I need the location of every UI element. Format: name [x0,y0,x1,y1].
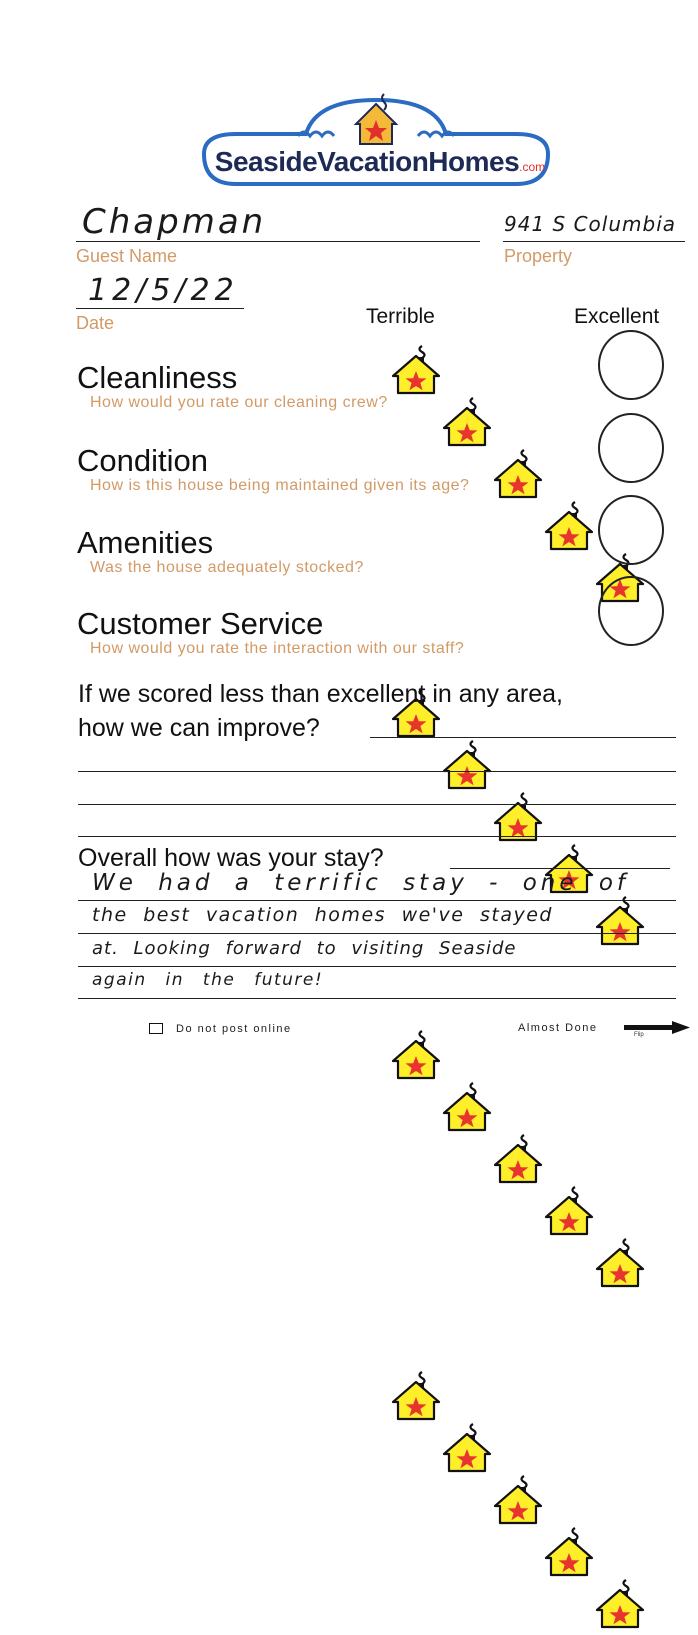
house-star-icon[interactable] [594,1237,646,1289]
guest-name-label: Guest Name [76,246,178,266]
house-star-icon[interactable] [492,1474,544,1526]
improve-question-line1: If we scored less than excellent in any area, [78,680,563,708]
house-star-icon[interactable] [441,1422,493,1474]
guest-name-value: Chapman [82,202,267,242]
overall-answer-line-2[interactable] [78,933,676,934]
house-star-icon[interactable] [594,895,646,947]
house-star-icon[interactable] [492,1133,544,1185]
date-line [76,308,244,309]
overall-question: Overall how was your stay? [78,844,384,872]
improve-answer-line-1[interactable] [370,737,676,738]
overall-answer-text-2: the best vacation homes we've stayed [92,904,553,926]
do-not-post-label: Do not post online [176,1023,292,1035]
house-star-icon[interactable] [492,448,544,500]
overall-answer-text-1: We had a terrific stay - one of [92,870,630,896]
overall-answer-text-4: again in the future! [92,970,324,990]
guest-name-line [76,241,480,242]
overall-answer-line-0[interactable] [450,868,670,869]
logo [196,92,556,192]
rating-subtitle-4: How would you rate the interaction with our staff? [90,640,465,657]
logo-text: SeasideVacationHomes [214,146,520,177]
house-star-icon[interactable] [390,1029,442,1081]
date-label: Date [76,313,115,333]
selected-rating-circle [598,495,664,565]
scale-low-label: Terrible [366,305,435,328]
rating-title-3: Amenities [77,525,214,560]
overall-answer-line-3[interactable] [78,966,676,967]
property-value: 941 S Columbia [504,212,677,236]
property-label: Property [504,246,573,266]
house-star-icon[interactable] [441,396,493,448]
improve-answer-line-4[interactable] [78,836,676,837]
selected-rating-circle [598,576,664,646]
flip-label: Flip [634,1032,644,1038]
selected-rating-circle [598,413,664,483]
rating-title-2: Condition [77,443,208,478]
improve-question-line2: how we can improve? [78,714,320,742]
improve-question [78,677,688,745]
house-star-icon[interactable] [543,1185,595,1237]
house-star-icon[interactable] [441,739,493,791]
house-star-icon[interactable] [441,1081,493,1133]
selected-rating-circle [598,330,664,400]
date-value: 12/5/22 [88,273,239,308]
house-star-icon[interactable] [543,500,595,552]
logo-suffix: .com [519,160,546,174]
rating-subtitle-2: How is this house being maintained given its age? [90,477,470,494]
improve-answer-line-2[interactable] [78,771,676,772]
almost-done-label: Almost Done [518,1022,598,1034]
house-star-icon[interactable] [594,1578,646,1630]
rating-subtitle-1: How would you rate our cleaning crew? [90,394,388,411]
overall-answer-text-3: at. Looking forward to visiting Seaside [92,938,517,959]
overall-answer-line-1[interactable] [78,900,676,901]
property-line [503,241,685,242]
rating-subtitle-3: Was the house adequately stocked? [90,559,364,576]
overall-answer-line-4[interactable] [78,998,676,999]
rating-title-4: Customer Service [77,606,324,641]
do-not-post-checkbox[interactable] [149,1023,163,1034]
house-star-icon[interactable] [390,1370,442,1422]
house-star-icon[interactable] [390,344,442,396]
house-star-icon[interactable] [543,1526,595,1578]
improve-answer-line-3[interactable] [78,804,676,805]
rating-title-1: Cleanliness [77,360,238,395]
scale-high-label: Excellent [574,305,660,328]
